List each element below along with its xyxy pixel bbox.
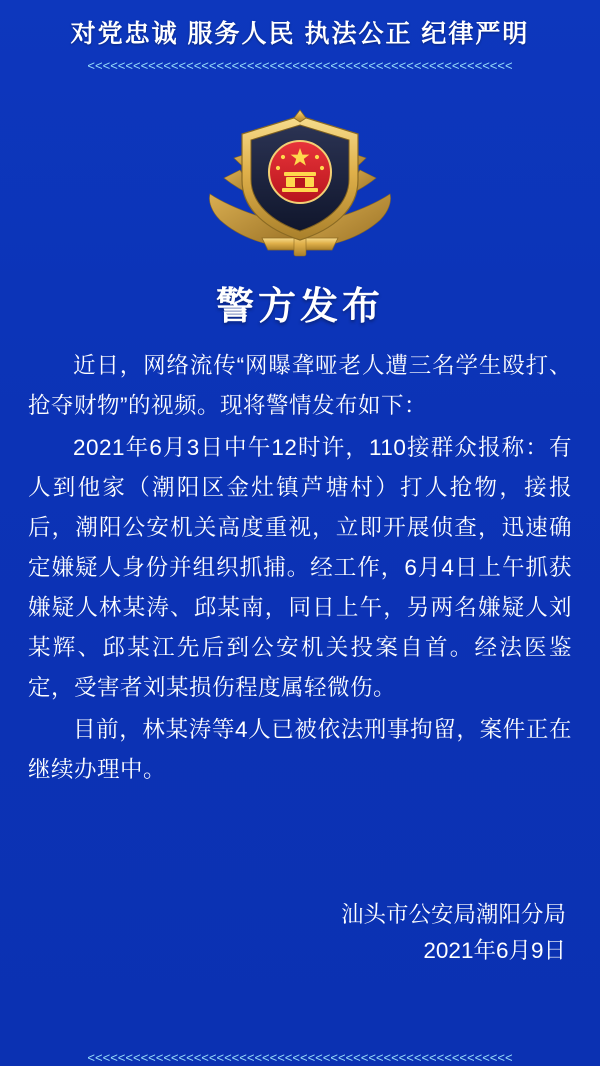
announcement-body [0,346,600,869]
emblem-container [0,80,600,269]
signature-block [0,869,600,969]
paragraph-3: 目前，林某涛等4人已被依法刑事拘留，案件正在继续办理中。 [28,717,572,782]
police-badge-icon [200,98,400,263]
page-title: 警方发布 [215,286,384,328]
slogan-text: 对党忠诚 服务人民 执法公正 纪律严明 [70,20,530,48]
paragraph-2: 2021年6月3日中午12时许，110接群众报称：有人到他家（潮阳区金灶镇芦塘村）打人抢物，接报后，潮阳公安机关高度重视，立即开展侦查，迅速确定嫌疑人身份并组织抓捕。经工作，6月4日上午抓获嫌疑人林某涛、邱某南，同日上午，另两名嫌疑人刘某辉、邱某江先后到公安机关投案自首。经法医鉴定，受害者刘某损伤程度属轻微伤。 [28,435,572,700]
chevron-divider-top: <<<<<<<<<<<<<<<<<<<<<<<<<<<<<<<<<<<<<<<<<<<<<<<<<<<<<<<< [87,58,513,73]
chevron-divider-bottom: <<<<<<<<<<<<<<<<<<<<<<<<<<<<<<<<<<<<<<<<<<<<<<<<<<<<<<<< [87,1050,513,1065]
signature-issuer: 汕头市公安局潮阳分局 [340,902,566,927]
bottom-spacer [0,969,600,1046]
slogan-banner [0,0,600,58]
paragraph-1: 近日，网络流传“网曝聋哑老人遭三名学生殴打、抢夺财物”的视频。现将警情发布如下： [28,353,572,418]
signature-date: 2021年6月9日 [423,938,566,963]
